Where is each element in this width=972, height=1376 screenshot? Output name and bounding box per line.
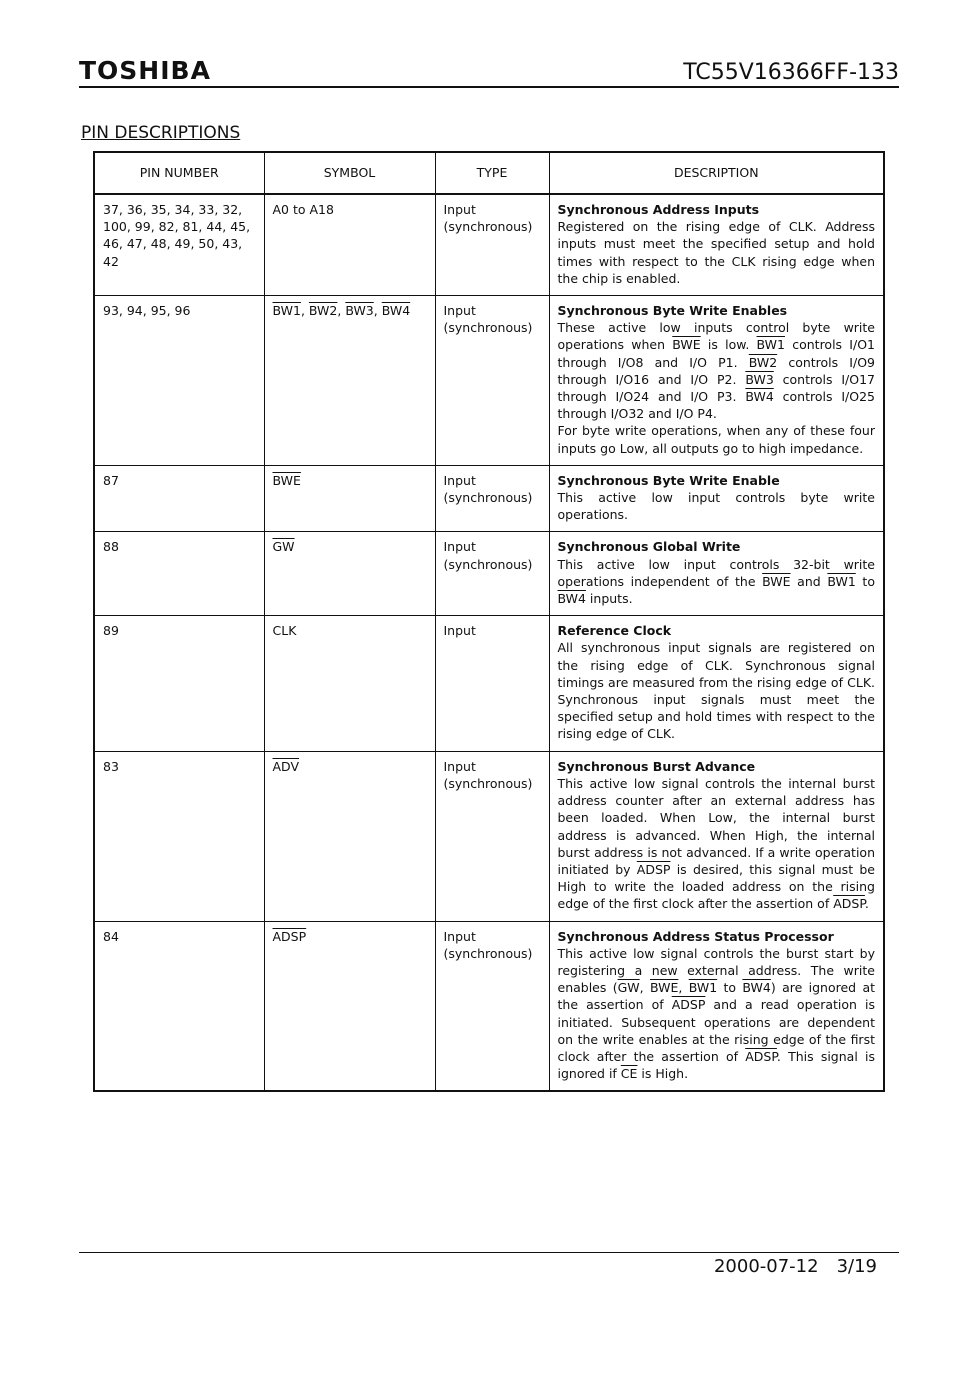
pin-number-line: 37, 36, 35, 34, 33, 32, — [103, 202, 243, 217]
type-line: Input — [443, 623, 476, 639]
description-text: This active low input controls byte write operations. — [557, 490, 875, 523]
symbol-cell — [264, 616, 435, 751]
description-title: Reference Clock — [557, 623, 672, 639]
pin-number-cell — [94, 751, 264, 921]
part-number: TC55V16366FF-133 — [683, 60, 899, 85]
description-title: Synchronous Byte Write Enables — [557, 303, 788, 319]
description-title: Synchronous Address Status Processor — [557, 928, 834, 944]
description-text: This active low input controls 32-bit write operations independent of the $\overline{BWE}$ and BW1 to BW4 inputs. — [557, 556, 875, 607]
header-divider — [79, 86, 899, 88]
column-header-type: TYPE — [435, 152, 549, 194]
description-title: Synchronous Global Write — [557, 539, 741, 555]
symbol-text: $\overline{BWE}$ — [272, 472, 301, 488]
section-title: PIN DESCRIPTIONS — [81, 123, 241, 143]
pin-number-cell — [94, 465, 264, 532]
type-cell — [435, 616, 549, 751]
type-cell — [435, 194, 549, 296]
footer-divider — [79, 1252, 899, 1253]
symbol-text: ADSP — [272, 928, 307, 944]
footer — [714, 1256, 877, 1277]
toshiba-logo: TOSHIBA — [79, 56, 211, 85]
pin-number-line: 100, 99, 82, 81, 44, 45, — [103, 219, 251, 235]
type-cell — [435, 465, 549, 532]
type-line: Input — [443, 928, 476, 944]
pin-number-line: 88 — [103, 539, 119, 555]
symbol-cell — [264, 296, 435, 466]
type-line: (synchronous) — [443, 490, 533, 506]
type-cell — [435, 751, 549, 921]
type-line: (synchronous) — [443, 219, 533, 235]
pin-descriptions-table — [93, 151, 885, 1092]
pin-number-cell — [94, 194, 264, 296]
page-number: 3/19 — [836, 1256, 877, 1277]
symbol-text: BW4 — [381, 303, 411, 319]
table-row — [94, 296, 884, 466]
description-text: This active low signal controls the burst start by registering a new external address. The write enables ($\overline{GW}$, $\overline{BWE}$, BW1 to BW4) are ignored at the assertion of ADSP and a read operation is initiated. Subsequent operations are dependent on the write enables at the rising edge of the first clock after the assertion of ADSP. This signal is ignored if $\overline{CE}$ is High. — [557, 945, 876, 1082]
symbol-cell — [264, 465, 435, 532]
type-line: Input — [443, 303, 476, 319]
description-text: This active low signal controls the internal burst address counter after an external address has been loaded. When Low, the internal burst address is advanced. When High, the internal burst address is not advanced. If a write operation initiated by ADSP is desired, this signal must be High to write the loaded address on the rising edge of the first clock after the assertion of ADSP. — [557, 775, 875, 912]
table-row — [94, 921, 884, 1091]
description-cell — [549, 532, 884, 616]
description-text: These active low inputs control byte write operations when $\overline{BWE}$ is low. BW1 controls I/O1 through I/O8 and I/O P1. BW2 controls I/O9 through I/O16 and I/O P2. BW3 controls I/O17 through I/O24 and I/O P3. BW4 controls I/O25 through I/O32 and I/O P4. — [557, 320, 876, 422]
symbol-cell — [264, 921, 435, 1091]
symbol-separator: , — [373, 303, 382, 319]
type-line: (synchronous) — [443, 945, 533, 961]
table-row — [94, 194, 884, 296]
table-row — [94, 465, 884, 532]
description-cell — [549, 465, 884, 532]
pin-number-line: 87 — [103, 472, 119, 488]
description-title: Synchronous Address Inputs — [557, 202, 760, 217]
pin-number-line: 93, 94, 95, 96 — [103, 303, 191, 319]
column-header-pin-number: PIN NUMBER — [94, 152, 264, 194]
description-text: For byte write operations, when any of these four inputs go Low, all outputs go to high impedance. — [557, 423, 875, 456]
footer-date: 2000-07-12 — [713, 1256, 819, 1277]
description-title: Synchronous Byte Write Enable — [557, 472, 780, 488]
type-line: (synchronous) — [443, 556, 533, 572]
symbol-text: A0 to A18 — [272, 202, 334, 217]
table-header-row — [94, 152, 884, 194]
column-header-symbol: SYMBOL — [264, 152, 435, 194]
type-line: (synchronous) — [443, 320, 533, 336]
pin-number-cell — [94, 296, 264, 466]
pin-number-line: 46, 47, 48, 49, 50, 43, 42 — [103, 236, 243, 269]
table-row — [94, 751, 884, 921]
type-cell — [435, 532, 549, 616]
table-row — [94, 532, 884, 616]
symbol-text: CLK — [272, 623, 297, 639]
pin-number-line: 89 — [103, 623, 119, 639]
description-cell — [549, 921, 884, 1091]
pin-number-cell — [94, 921, 264, 1091]
pin-number-cell — [94, 532, 264, 616]
symbol-cell — [264, 751, 435, 921]
symbol-cell — [264, 532, 435, 616]
symbol-separator: , — [300, 303, 309, 319]
type-line: (synchronous) — [443, 775, 533, 791]
type-line: Input — [443, 202, 476, 217]
pin-number-line: 84 — [103, 928, 119, 944]
symbol-text: BW1 — [272, 303, 301, 319]
symbol-cell — [264, 194, 435, 296]
symbol-text: BW3 — [345, 303, 374, 319]
type-line: Input — [443, 539, 476, 555]
symbol-text: $\overline{GW}$ — [272, 539, 295, 555]
description-cell — [549, 616, 884, 751]
description-cell — [549, 296, 884, 466]
table-row — [94, 616, 884, 751]
symbol-text: $\overline{ADV}$ — [272, 758, 300, 774]
type-line: Input — [443, 472, 476, 488]
type-cell — [435, 296, 549, 466]
symbol-text: BW2 — [308, 303, 338, 319]
type-cell — [435, 921, 549, 1091]
symbol-separator: , — [337, 303, 346, 319]
pin-number-line: 83 — [103, 758, 119, 774]
description-title: Synchronous Burst Advance — [557, 758, 756, 774]
description-cell — [549, 751, 884, 921]
description-text: All synchronous input signals are registered on the rising edge of CLK. Synchronous signal timings are measured from the rising edge of CLK. Synchronous input signals must meet the specified setup and hold times with respect to the rising edge of CLK. — [557, 640, 875, 742]
description-text: Registered on the rising edge of CLK. Address inputs must meet the specified setup and hold times with respect to the CLK rising edge when the chip is enabled. — [557, 219, 875, 286]
pin-number-cell — [94, 616, 264, 751]
description-cell — [549, 194, 884, 296]
column-header-description: DESCRIPTION — [549, 152, 884, 194]
type-line: Input — [443, 758, 476, 774]
